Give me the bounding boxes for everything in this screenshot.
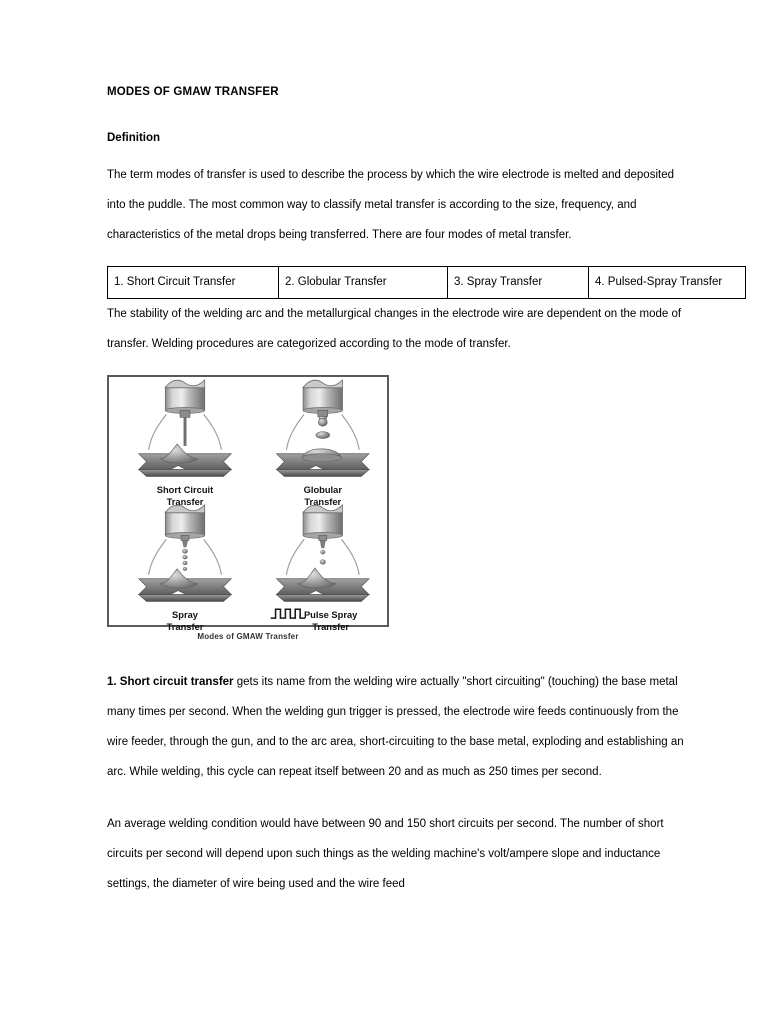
table-cell-globular: 2. Globular Transfer — [279, 266, 448, 298]
panel-label-globular-line1: Globular — [303, 484, 342, 495]
figure-frame — [107, 375, 389, 632]
panel-label-pulse-spray-line2: Transfer — [312, 621, 350, 632]
table-cell-spray: 3. Spray Transfer — [448, 266, 589, 298]
panel-pulse-spray — [271, 505, 369, 632]
document-content — [107, 86, 723, 899]
panel-label-pulse-spray-line1: Pulse Spray — [303, 609, 358, 620]
panel-label-globular-line2: Transfer — [304, 496, 342, 507]
pulse-waveform-icon — [271, 609, 305, 618]
panel-label-short-circuit-line1: Short Circuit — [156, 484, 214, 495]
average-condition-paragraph: An average welding condition would have between 90 and 150 short circuits per second. The number of short circuits per second will depend upon such things as the welding machine's volt/ampere slope and inductance settings, the diameter of wire being used and the wire feed — [107, 817, 664, 890]
gmaw-diagram-svg — [109, 377, 387, 632]
table-row — [108, 266, 746, 298]
figure-caption: Modes of GMAW Transfer — [197, 631, 299, 641]
short-circuit-body-text: gets its name from the welding wire actually "short circuiting" (touching) the base metal many times per second. When the welding gun trigger is pressed, the electrode wire feeds continuously from the wire feeder, through the gun, and to the arc area, short-circuiting to the base metal, exploding and establishing an arc. While welding, this cycle can repeat itself between 20 and as much as 250 times per second. — [107, 675, 684, 778]
short-circuit-paragraph — [107, 667, 695, 787]
table-cell-pulsed-spray: 4. Pulsed-Spray Transfer — [589, 266, 746, 298]
panel-spray — [139, 505, 232, 632]
table-cell-short-circuit: 1. Short Circuit Transfer — [108, 266, 279, 298]
definition-paragraph: The term modes of transfer is used to describe the process by which the wire electrode is melted and deposited into the puddle. The most common way to classify metal transfer is according to the size, frequency, and characteristics of the metal drops being transferred. There are four modes of metal transfer. — [107, 168, 674, 241]
definition-heading: Definition — [107, 131, 161, 144]
gmaw-figure — [107, 375, 393, 641]
panel-globular — [277, 380, 370, 507]
page-title: MODES OF GMAW TRANSFER — [107, 86, 279, 98]
short-circuit-lead-bold: 1. Short circuit transfer — [107, 675, 234, 688]
panel-label-short-circuit-line2: Transfer — [166, 496, 204, 507]
modes-table — [107, 266, 746, 299]
panel-label-spray-line2: Transfer — [166, 621, 204, 632]
panel-short-circuit — [139, 380, 232, 507]
panel-label-spray-line1: Spray — [172, 609, 198, 620]
stability-paragraph: The stability of the welding arc and the metallurgical changes in the electrode wire are dependent on the mode of transfer. Welding procedures are categorized according to the mode of transfer. — [107, 307, 682, 350]
